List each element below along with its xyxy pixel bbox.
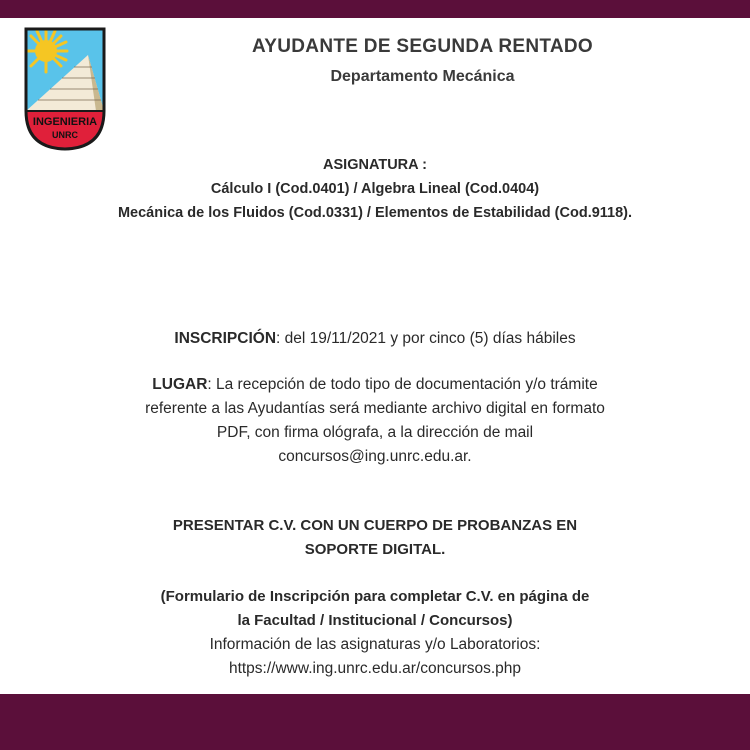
asignatura-label: ASIGNATURA : [323, 157, 427, 173]
asignatura-line-1: Cálculo I (Cod.0401) / Algebra Lineal (Cod.0404) [210, 181, 540, 197]
formulario-paragraph [60, 585, 690, 633]
presentar-paragraph [60, 514, 690, 562]
page-title: AYUDANTE DE SEGUNDA RENTADO [252, 36, 593, 57]
lugar-line-2: referente a las Ayudantías será mediante archivo digital en formato [145, 400, 605, 417]
logo-text-bottom: UNRC [52, 130, 78, 140]
inscripcion-paragraph [60, 327, 690, 351]
presentar-line-2: SOPORTE DIGITAL. [304, 541, 446, 558]
inscripcion-text: : del 19/11/2021 y por cinco (5) días hábiles [276, 330, 576, 347]
info-line-1: Información de las asignaturas y/o Laboratorios: [209, 636, 541, 653]
logo-text-top: INGENIERIA [32, 116, 98, 128]
asignatura-line-2: Mecánica de los Fluidos (Cod.0331) / Elementos de Estabilidad (Cod.9118). [117, 205, 633, 221]
page-subtitle: Departamento Mecánica [330, 68, 515, 85]
formulario-line-1: (Formulario de Inscripción para completar C.V. en página de [160, 588, 590, 605]
info-paragraph [60, 633, 690, 681]
lugar-email: concursos@ing.unrc.edu.ar. [278, 448, 472, 465]
presentar-line-1: PRESENTAR C.V. CON UN CUERPO DE PROBANZAS EN [172, 517, 578, 534]
info-url: https://www.ing.unrc.edu.ar/concursos.php [228, 660, 522, 677]
ingenieria-unrc-shield-icon [24, 27, 106, 151]
lugar-label: LUGAR [152, 376, 208, 393]
bottom-bar [0, 694, 750, 750]
lugar-line-3: PDF, con firma ológrafa, a la dirección de mail [216, 424, 534, 441]
lugar-paragraph [60, 373, 690, 469]
inscripcion-label: INSCRIPCIÓN [174, 330, 277, 347]
lugar-line-1: : La recepción de todo tipo de documentación y/o trámite [207, 376, 598, 393]
top-bar [0, 0, 750, 18]
formulario-line-2: la Facultad / Institucional / Concursos) [237, 612, 513, 629]
